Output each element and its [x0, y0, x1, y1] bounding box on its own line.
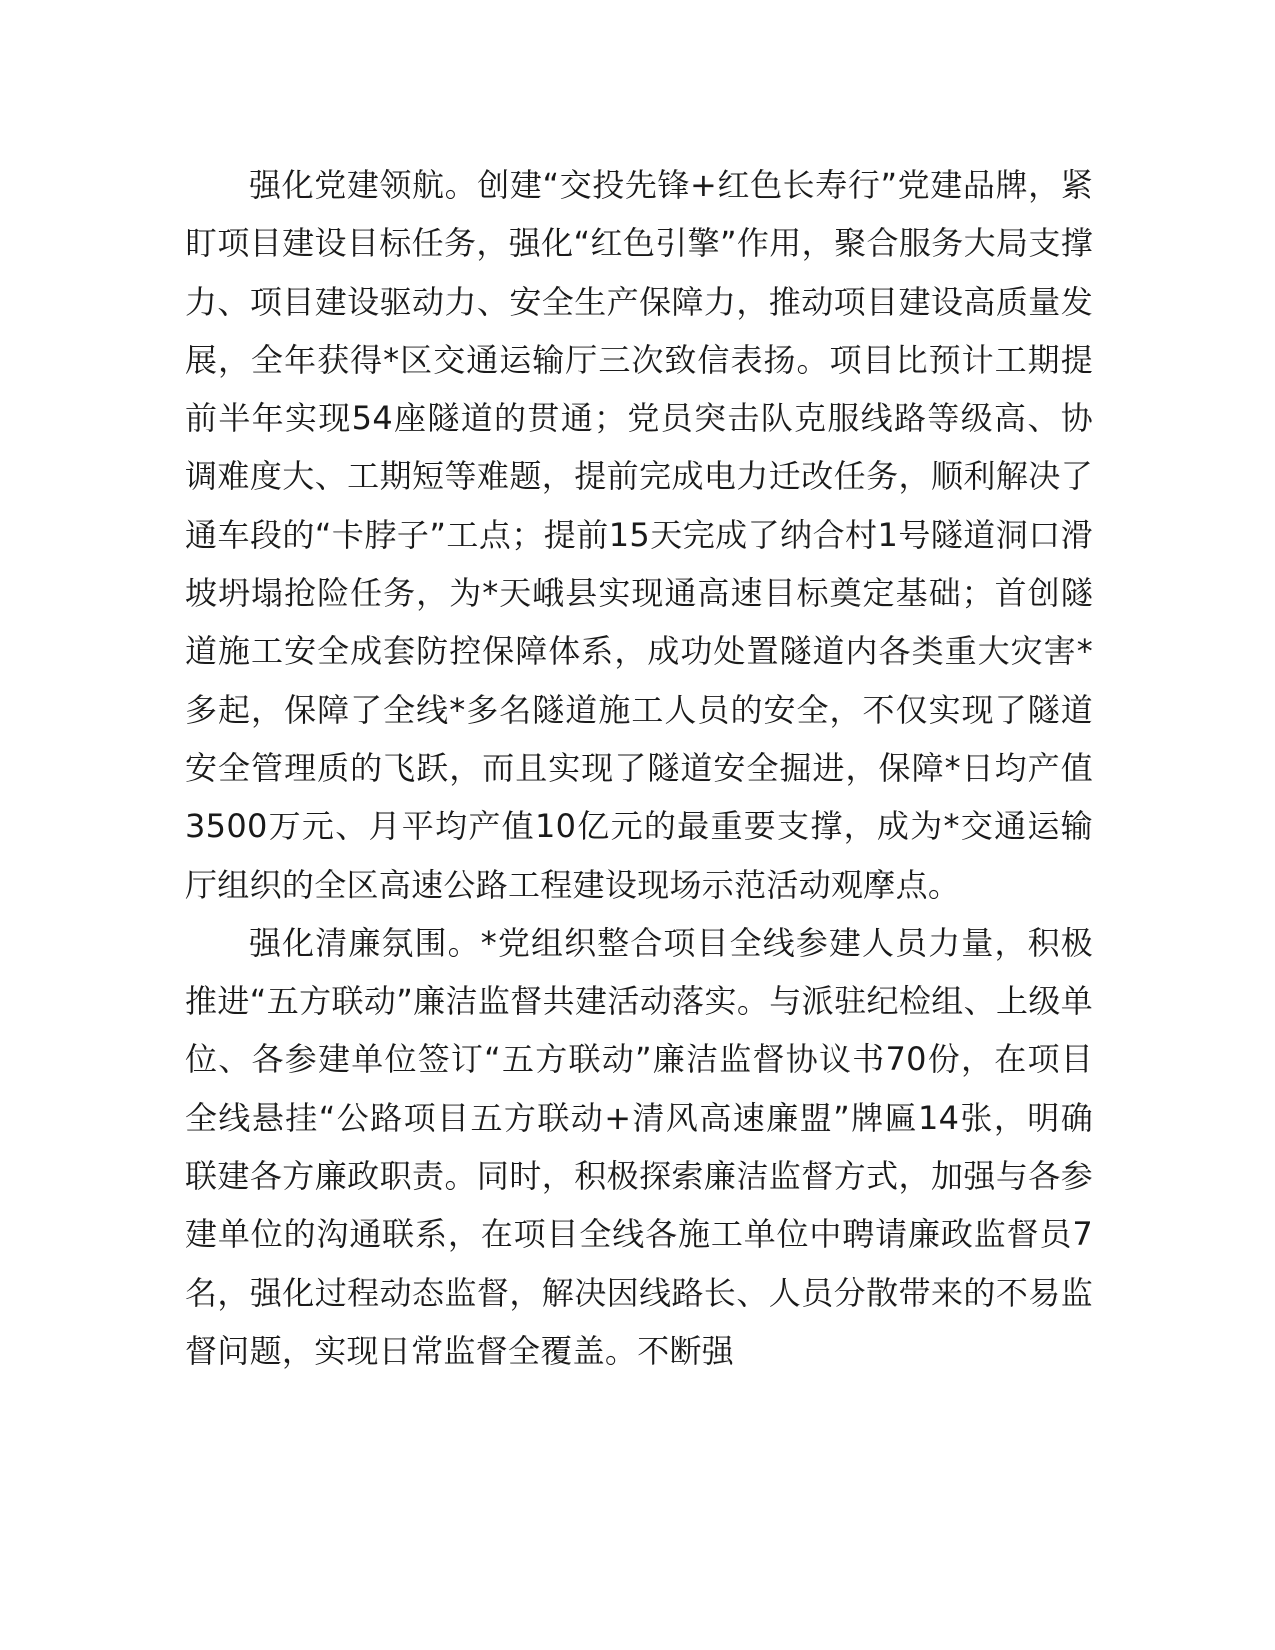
paragraph-integrity: 强化清廉氛围。*党组织整合项目全线参建人员力量，积极推进“五方联动”廉洁监督共建活动落实。与派驻纪检组、上级单位、各参建单位签订“五方联动”廉洁监督协议书70份，在项目全线悬挂“公路项目五方联动+清风高速廉盟”牌匾14张，明确联建各方廉政职责。同时，积极探索廉洁监督方式，加强与各参建单位的沟通联系，在项目全线各施工单位中聘请廉政监督员7名，强化过程动态监督，解决因线路长、人员分散带来的不易监督问题，实现日常监督全覆盖。不断强: [185, 923, 1093, 1370]
paragraph-party-building: 强化党建领航。创建“交投先锋+红色长寿行”党建品牌，紧盯项目建设目标任务，强化“红色引擎”作用，聚合服务大局支撑力、项目建设驱动力、安全生产保障力，推动项目建设高质量发展，全年获得*区交通运输厅三次致信表扬。项目比预计工期提前半年实现54座隧道的贯通；党员突击队克服线路等级高、协调难度大、工期短等难题，提前完成电力迁改任务，顺利解决了通车段的“卡脖子”工点；提前15天完成了纳合村1号隧道洞口滑坡坍塌抢险任务，为*天峨县实现通高速目标奠定基础；首创隧道施工安全成套防控保障体系，成功处置隧道内各类重大灾害*多起，保障了全线*多名隧道施工人员的安全，不仅实现了隧道安全管理质的飞跃，而且实现了隧道安全掘进，保障*日均产值3500万元、月平均产值10亿元的最重要支撑，成为*交通运输厅组织的全区高速公路工程建设现场示范活动观摩点。: [185, 166, 1093, 904]
document-body: [185, 156, 1093, 1380]
